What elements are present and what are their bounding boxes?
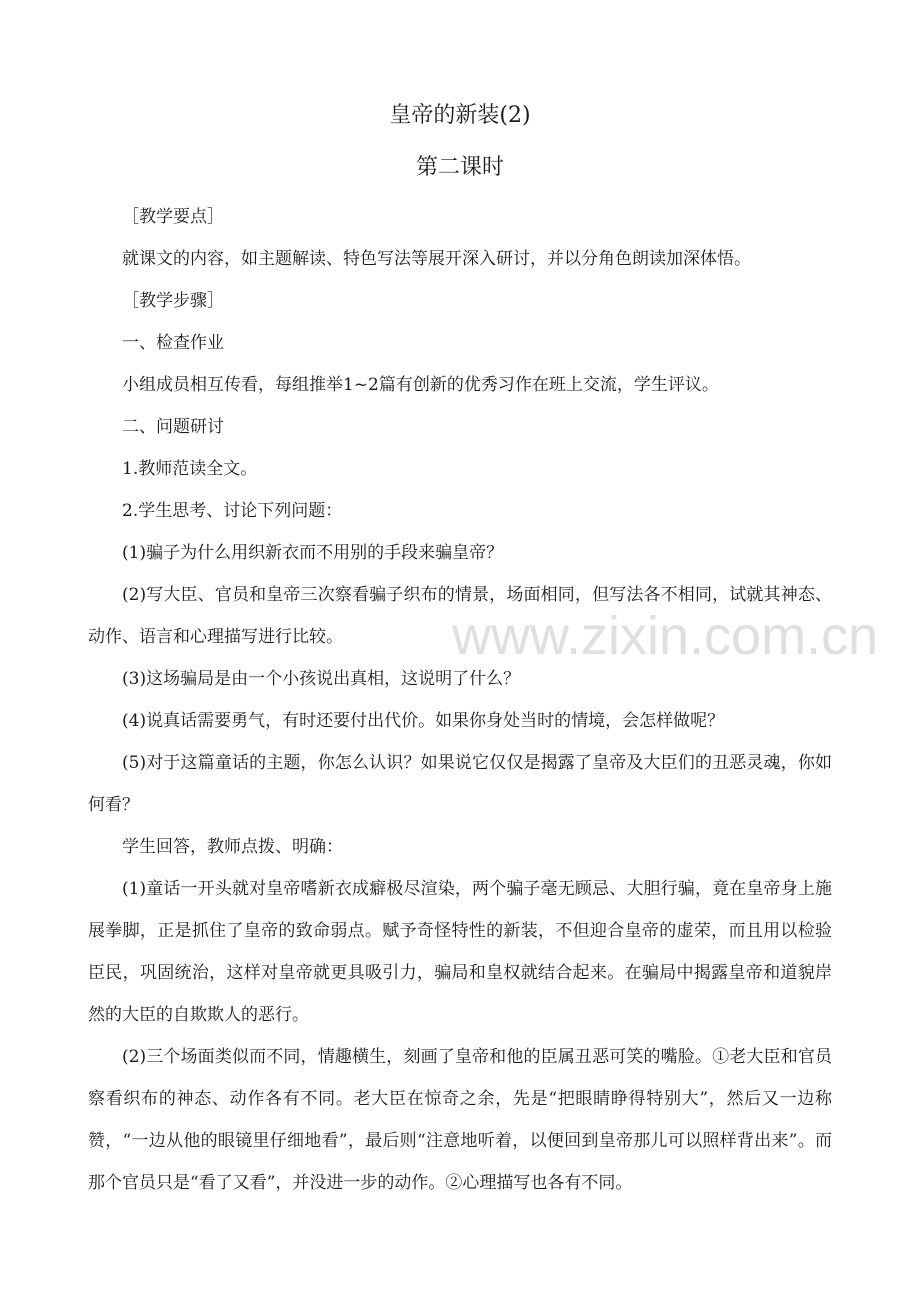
paragraph: 小组成员相互传看，每组推举1~2篇有创新的优秀习作在班上交流，学生评议。 bbox=[122, 375, 719, 395]
paragraph: 学生回答，教师点拨、明确： bbox=[122, 837, 343, 857]
section-label-steps: ［教学步骤］ bbox=[122, 291, 224, 311]
paragraph: 2.学生思考、讨论下列问题： bbox=[122, 501, 343, 521]
question-item: (2)写大臣、官员和皇帝三次察看骗子织布的情景，场面相同，但写法各不相同，试就其神态、动作、语言和心理描写进行比较。 bbox=[88, 585, 832, 647]
question-item: (5)对于这篇童话的主题，你怎么认识？如果说它仅仅是揭露了皇帝及大臣们的丑恶灵魂，你如何看？ bbox=[88, 753, 832, 815]
answer-item: (2)三个场面类似而不同，情趣横生，刻画了皇帝和他的臣属丑恶可笑的嘴脸。①老大臣和官员察看织布的神态、动作各有不同。老大臣在惊奇之余，先是“把眼睛睁得特别大”，然后又一边称赞，“一边从他的眼镜里仔细地看”，最后则“注意地听着，以便回到皇帝那儿可以照样背出来”。而那个官员只是“看了又看”，并没进一步的动作。②心理描写也各有不同。 bbox=[88, 1047, 832, 1193]
question-item: (3)这场骗局是由一个小孩说出真相，这说明了什么？ bbox=[122, 669, 521, 689]
section-label-key-points: ［教学要点］ bbox=[122, 207, 224, 227]
answer-item: (1)童话一开头就对皇帝嗜新衣成癖极尽渲染，两个骗子毫无顾忌、大胆行骗，竟在皇帝身上施展拳脚，正是抓住了皇帝的致命弱点。赋予奇怪特性的新装，不但迎合皇帝的虚荣，而且用以检验臣民，巩固统治，这样对皇帝就更具吸引力，骗局和皇权就结合起来。在骗局中揭露皇帝和道貌岸然的大臣的自欺欺人的恶行。 bbox=[88, 879, 832, 1025]
section-heading: 一、检查作业 bbox=[122, 333, 224, 353]
paragraph: 就课文的内容，如主题解读、特色写法等展开深入研讨，并以分角色朗读加深体悟。 bbox=[122, 249, 751, 269]
question-item: (1)骗子为什么用织新衣而不用别的手段来骗皇帝？ bbox=[122, 543, 504, 563]
paragraph: 1.教师范读全文。 bbox=[122, 459, 258, 479]
section-heading: 二、问题研讨 bbox=[122, 417, 224, 437]
document-title: 皇帝的新装(2) bbox=[389, 103, 531, 128]
lesson-subtitle: 第二课时 bbox=[415, 155, 504, 180]
question-item: (4)说真话需要勇气，有时还要付出代价。如果你身处当时的情境，会怎样做呢？ bbox=[122, 711, 725, 731]
watermark: www.zixin.com.cn bbox=[452, 606, 879, 666]
